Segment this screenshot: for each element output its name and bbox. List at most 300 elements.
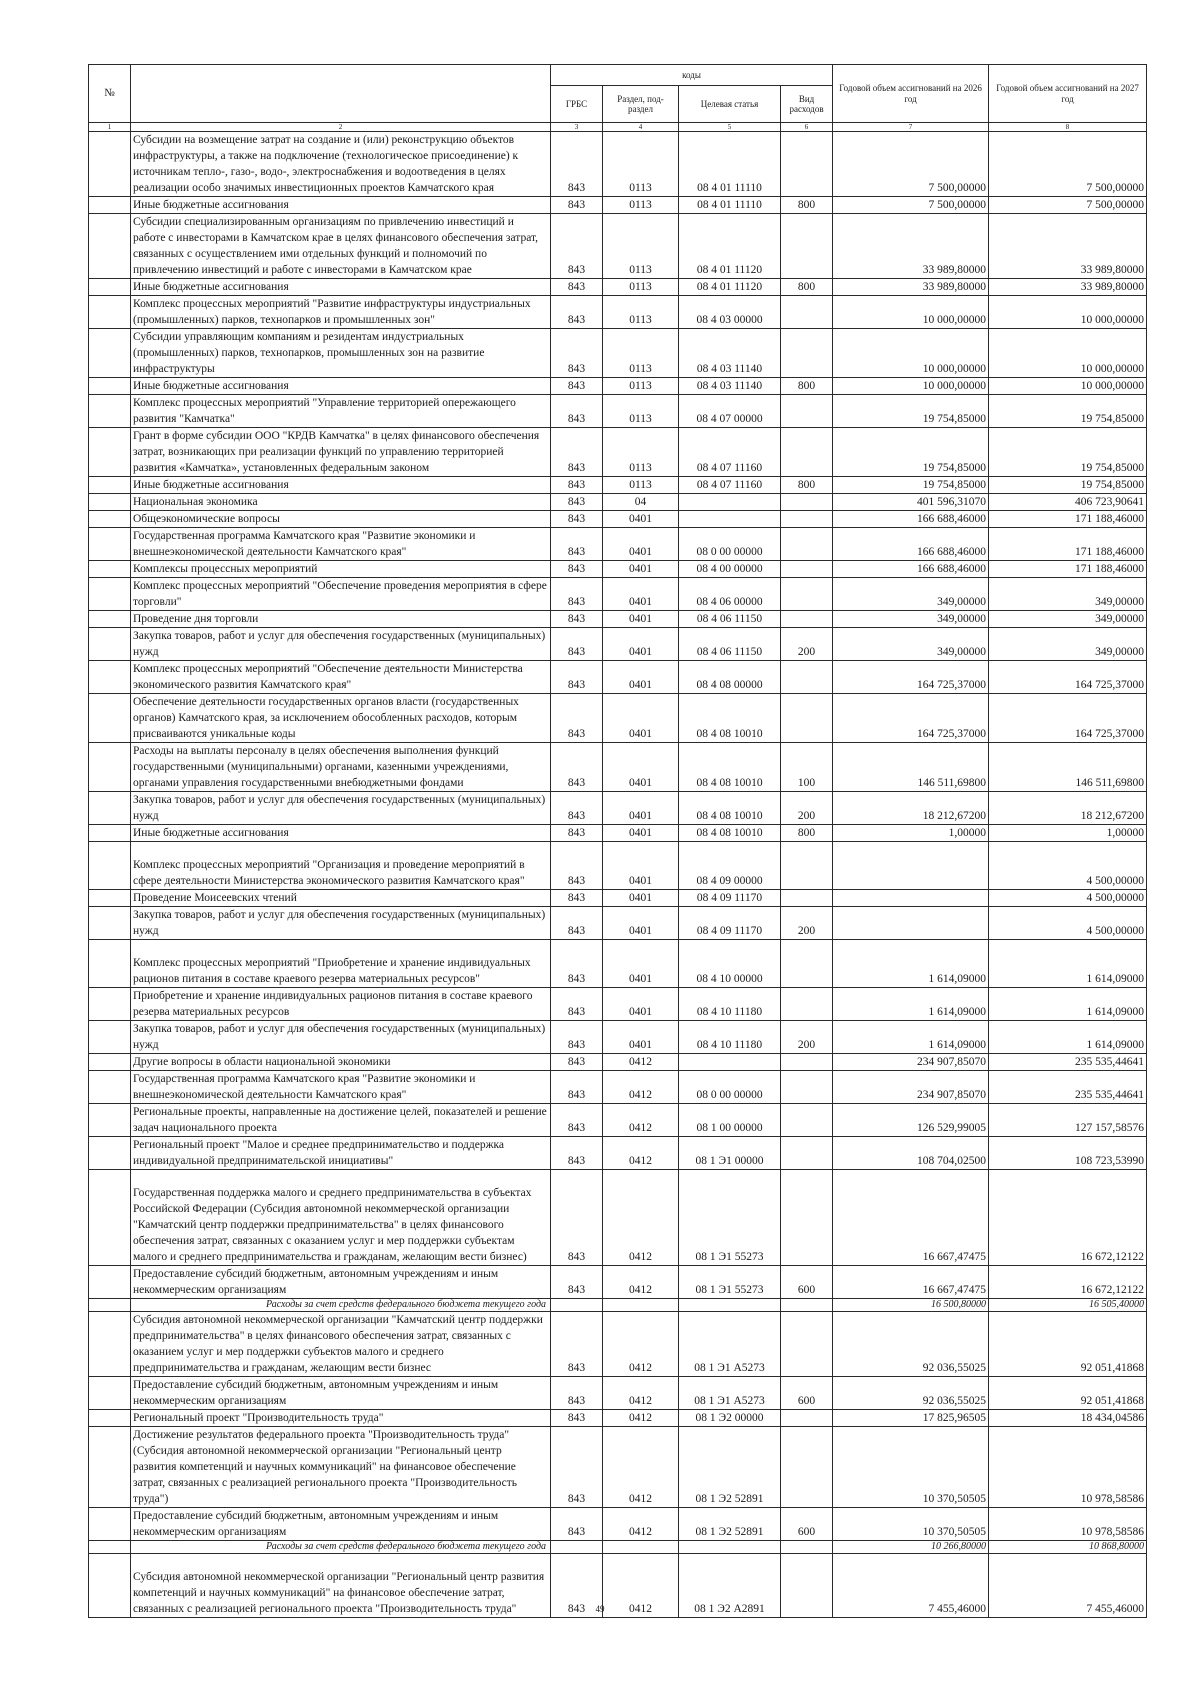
row-target-article: 08 1 Э2 00000 [679,1410,781,1427]
row-amount-2026: 1,00000 [833,825,989,842]
table-row [89,628,1147,661]
table-row [89,890,1147,907]
row-number [89,1071,131,1104]
row-razdel: 0401 [603,661,679,694]
row-amount-2026: 1 614,09000 [833,1021,989,1054]
row-description: Комплекс процессных мероприятий "Приобретение и хранение индивидуальных рационов питания в составе краевого резерва материальных ресурсов" [131,940,551,988]
table-row [89,1137,1147,1170]
row-amount-2027: 349,00000 [989,578,1147,611]
row-number [89,561,131,578]
row-amount-2026: 166 688,46000 [833,561,989,578]
row-target-article: 08 1 Э2 52891 [679,1427,781,1508]
row-expense-type: 800 [781,477,833,494]
row-amount-2026: 7 500,00000 [833,197,989,214]
row-expense-type [781,561,833,578]
row-amount-2027: 19 754,85000 [989,428,1147,477]
row-description: Комплекс процессных мероприятий "Обеспечение деятельности Министерства экономического развития Камчатского края" [131,661,551,694]
header-colnum: 7 [833,123,989,132]
row-razdel [603,1299,679,1312]
row-grbs: 843 [551,395,603,428]
table-row [89,1170,1147,1266]
row-razdel: 0401 [603,792,679,825]
row-amount-2027: 92 051,41868 [989,1377,1147,1410]
row-amount-2027: 235 535,44641 [989,1071,1147,1104]
row-number [89,428,131,477]
table-note-row [89,1541,1147,1554]
row-expense-type [781,395,833,428]
row-description: Достижение результатов федерального проекта "Производительность труда" (Субсидия автономной некоммерческой организации "Региональный центр развития компетенций и научных коммуникаций" на финансовое обеспечение затрат, связанных с реализацией регионального проекта "Производительность труда") [131,1427,551,1508]
row-target-article: 08 1 Э1 55273 [679,1266,781,1299]
row-target-article: 08 1 Э1 А5273 [679,1312,781,1377]
row-amount-2026: 108 704,02500 [833,1137,989,1170]
header-target-article: Целевая статья [679,86,781,123]
row-description: Государственная поддержка малого и среднего предпринимательства в субъектах Российской Федерации (Субсидия автономной некоммерческой организации "Камчатский центр поддержки предпринимательства" в целях финансового обеспечения затрат, связанных с оказанием услуг и мер поддержки субъектам малого и среднего предпринимательства и гражданам, желающим вести бизнес) [131,1170,551,1266]
row-description: Обеспечение деятельности государственных органов власти (государственных органов) Камчатского края, за исключением обособленных расходов, которым присваиваются уникальные коды [131,694,551,743]
row-target-article: 08 4 10 11180 [679,988,781,1021]
row-razdel: 0401 [603,511,679,528]
table-row [89,1021,1147,1054]
table-row [89,279,1147,296]
row-razdel: 0401 [603,694,679,743]
row-expense-type [781,132,833,197]
row-grbs: 843 [551,578,603,611]
row-number [89,611,131,628]
row-expense-type [781,890,833,907]
row-amount-2026: 166 688,46000 [833,511,989,528]
row-razdel: 0113 [603,197,679,214]
row-description: Предоставление субсидий бюджетным, автономным учреждениям и иным некоммерческим организациям [131,1377,551,1410]
row-number [89,528,131,561]
row-expense-type [781,1170,833,1266]
row-amount-2027: 10 000,00000 [989,296,1147,329]
row-target-article: 08 1 Э2 52891 [679,1508,781,1541]
row-target-article [679,494,781,511]
row-number [89,907,131,940]
row-amount-2026: 401 596,31070 [833,494,989,511]
row-amount-2026: 7 500,00000 [833,132,989,197]
row-grbs: 843 [551,1054,603,1071]
row-grbs: 843 [551,1377,603,1410]
row-expense-type [781,528,833,561]
row-amount-2027: 164 725,37000 [989,661,1147,694]
row-number [89,296,131,329]
row-expense-type: 200 [781,907,833,940]
row-target-article: 08 4 09 11170 [679,890,781,907]
row-target-article: 08 0 00 00000 [679,1071,781,1104]
row-expense-type: 200 [781,792,833,825]
row-razdel: 0412 [603,1071,679,1104]
row-target-article [679,511,781,528]
row-amount-2027: 92 051,41868 [989,1312,1147,1377]
row-description: Государственная программа Камчатского края "Развитие экономики и внешнеэкономической деятельности Камчатского края" [131,1071,551,1104]
row-amount-2026: 33 989,80000 [833,214,989,279]
table-row [89,197,1147,214]
header-grbs: ГРБС [551,86,603,123]
table-row [89,561,1147,578]
row-number [89,1021,131,1054]
row-description: Государственная программа Камчатского края "Развитие экономики и внешнеэкономической деятельности Камчатского края" [131,528,551,561]
row-description: Расходы на выплаты персоналу в целях обеспечения выполнения функций государственными (муниципальными) органами, казенными учреждениями, органами управления государственными внебюджетными фондами [131,743,551,792]
row-description: Другие вопросы в области национальной экономики [131,1054,551,1071]
table-row [89,494,1147,511]
row-razdel: 0401 [603,825,679,842]
row-number [89,1508,131,1541]
row-description: Иные бюджетные ассигнования [131,378,551,395]
row-grbs: 843 [551,511,603,528]
row-target-article: 08 4 08 10010 [679,743,781,792]
row-razdel: 0401 [603,1021,679,1054]
row-expense-type [781,694,833,743]
row-target-article: 08 4 06 00000 [679,578,781,611]
row-description: Проведение дня торговли [131,611,551,628]
row-target-article: 08 4 07 11160 [679,477,781,494]
row-target-article: 08 4 09 00000 [679,842,781,890]
row-description: Комплекс процессных мероприятий "Обеспечение проведения мероприятия в сфере торговли" [131,578,551,611]
row-description: Закупка товаров, работ и услуг для обеспечения государственных (муниципальных) нужд [131,907,551,940]
row-razdel: 0401 [603,578,679,611]
row-number [89,1410,131,1427]
header-colnum: 8 [989,123,1147,132]
row-description: Иные бюджетные ассигнования [131,825,551,842]
row-amount-2026: 92 036,55025 [833,1377,989,1410]
row-amount-2026 [833,907,989,940]
row-expense-type [781,296,833,329]
row-expense-type: 200 [781,628,833,661]
row-razdel [603,1541,679,1554]
row-amount-2027: 406 723,90641 [989,494,1147,511]
row-amount-2027: 349,00000 [989,611,1147,628]
row-expense-type [781,1104,833,1137]
table-row [89,511,1147,528]
row-razdel: 0412 [603,1508,679,1541]
row-number [89,1312,131,1377]
row-description: Комплекс процессных мероприятий "Развитие инфраструктуры индустриальных (промышленных) парков, технопарков и промышленных зон" [131,296,551,329]
row-description: Комплексы процессных мероприятий [131,561,551,578]
row-number [89,329,131,378]
row-number [89,694,131,743]
row-target-article: 08 4 03 11140 [679,378,781,395]
row-grbs: 843 [551,628,603,661]
row-description: Предоставление субсидий бюджетным, автономным учреждениям и иным некоммерческим организациям [131,1266,551,1299]
row-expense-type [781,578,833,611]
row-expense-type: 200 [781,1021,833,1054]
row-amount-2026: 19 754,85000 [833,477,989,494]
table-row [89,1266,1147,1299]
row-amount-2027: 4 500,00000 [989,890,1147,907]
row-razdel: 0401 [603,890,679,907]
row-amount-2027: 7 455,46000 [989,1554,1147,1618]
row-amount-2026: 349,00000 [833,628,989,661]
row-target-article: 08 4 08 10010 [679,792,781,825]
row-amount-2027: 16 505,40000 [989,1299,1147,1312]
row-number [89,1104,131,1137]
row-grbs: 843 [551,561,603,578]
row-number [89,1054,131,1071]
row-amount-2026: 146 511,69800 [833,743,989,792]
header-expense-type: Вид расходов [781,86,833,123]
row-amount-2026: 126 529,99005 [833,1104,989,1137]
row-grbs: 843 [551,279,603,296]
row-amount-2026: 7 455,46000 [833,1554,989,1618]
row-amount-2027: 127 157,58576 [989,1104,1147,1137]
table-row [89,578,1147,611]
row-amount-2026: 1 614,09000 [833,988,989,1021]
row-expense-type [781,988,833,1021]
table-header [89,65,1147,132]
row-grbs: 843 [551,1508,603,1541]
row-amount-2026: 164 725,37000 [833,694,989,743]
row-expense-type [781,1312,833,1377]
row-description: Субсидии управляющим компаниям и резидентам индустриальных (промышленных) парков, технопарков, промышленных зон на развитие инфраструктуры [131,329,551,378]
row-expense-type: 600 [781,1266,833,1299]
table-row [89,378,1147,395]
row-expense-type [781,1137,833,1170]
header-volume-2026: Годовой объем ассигнований на 2026 год [833,65,989,123]
row-grbs: 843 [551,1312,603,1377]
row-razdel: 0401 [603,743,679,792]
row-description: Закупка товаров, работ и услуг для обеспечения государственных (муниципальных) нужд [131,1021,551,1054]
row-number [89,1299,131,1312]
row-description: Иные бюджетные ассигнования [131,197,551,214]
row-number [89,1170,131,1266]
row-amount-2026: 16 667,47475 [833,1266,989,1299]
row-razdel: 0412 [603,1410,679,1427]
row-number [89,279,131,296]
header-colnum: 5 [679,123,781,132]
row-number [89,1541,131,1554]
row-amount-2026: 349,00000 [833,578,989,611]
row-razdel: 0113 [603,395,679,428]
row-target-article: 08 1 Э1 00000 [679,1137,781,1170]
row-expense-type [781,661,833,694]
table-row [89,743,1147,792]
row-description: Иные бюджетные ассигнования [131,279,551,296]
row-grbs: 843 [551,1266,603,1299]
row-amount-2027: 171 188,46000 [989,511,1147,528]
row-number [89,511,131,528]
row-expense-type [781,611,833,628]
row-target-article: 08 0 00 00000 [679,528,781,561]
row-amount-2027: 10 000,00000 [989,378,1147,395]
row-target-article: 08 1 Э2 А2891 [679,1554,781,1618]
row-razdel: 0412 [603,1266,679,1299]
row-amount-2027: 1 614,09000 [989,1021,1147,1054]
table-row [89,296,1147,329]
row-amount-2027: 171 188,46000 [989,561,1147,578]
row-expense-type [781,1427,833,1508]
row-grbs: 843 [551,890,603,907]
row-number [89,395,131,428]
row-target-article: 08 4 01 11110 [679,132,781,197]
row-description: Грант в форме субсидии ООО "КРДВ Камчатка" в целях финансового обеспечения затрат, возникающих при реализации функций по управлению территорией развития «Камчатка», установленных федеральным законом [131,428,551,477]
row-razdel: 0113 [603,329,679,378]
row-amount-2026: 234 907,85070 [833,1071,989,1104]
row-amount-2027: 4 500,00000 [989,907,1147,940]
row-grbs: 843 [551,1410,603,1427]
row-number [89,1266,131,1299]
row-description: Расходы за счет средств федерального бюджета текущего года [131,1299,551,1312]
row-description: Проведение Моисеевских чтений [131,890,551,907]
table-row [89,661,1147,694]
row-razdel: 0401 [603,842,679,890]
budget-table [88,64,1147,1618]
row-expense-type: 100 [781,743,833,792]
row-amount-2026: 10 000,00000 [833,378,989,395]
row-grbs: 843 [551,528,603,561]
row-grbs: 843 [551,1170,603,1266]
row-grbs [551,1299,603,1312]
row-amount-2026: 234 907,85070 [833,1054,989,1071]
row-razdel: 0412 [603,1137,679,1170]
header-number-sign: № [89,65,131,123]
row-amount-2027: 7 500,00000 [989,132,1147,197]
row-razdel: 0401 [603,988,679,1021]
row-grbs: 843 [551,1554,603,1618]
header-colnum: 1 [89,123,131,132]
row-number [89,743,131,792]
table-row [89,1427,1147,1508]
row-number [89,661,131,694]
row-amount-2027: 33 989,80000 [989,214,1147,279]
row-expense-type [781,511,833,528]
row-expense-type: 800 [781,279,833,296]
row-amount-2026: 16 500,80000 [833,1299,989,1312]
row-grbs: 843 [551,1427,603,1508]
table-row [89,214,1147,279]
row-expense-type: 600 [781,1508,833,1541]
row-expense-type [781,494,833,511]
row-target-article: 08 4 08 00000 [679,661,781,694]
row-expense-type [781,214,833,279]
row-amount-2026: 17 825,96505 [833,1410,989,1427]
row-razdel: 0113 [603,132,679,197]
row-expense-type [781,1410,833,1427]
table-row [89,428,1147,477]
row-description: Национальная экономика [131,494,551,511]
row-razdel: 0412 [603,1427,679,1508]
row-amount-2027: 1 614,09000 [989,988,1147,1021]
row-number [89,628,131,661]
row-amount-2027: 18 212,67200 [989,792,1147,825]
table-row [89,1054,1147,1071]
row-amount-2027: 10 868,80000 [989,1541,1147,1554]
row-description: Общеэкономические вопросы [131,511,551,528]
header-volume-2027: Годовой объем ассигнований на 2027 год [989,65,1147,123]
row-description: Региональный проект "Малое и среднее предпринимательство и поддержка индивидуальной предпринимательской инициативы" [131,1137,551,1170]
row-grbs [551,1541,603,1554]
row-expense-type [781,329,833,378]
page-number: 49 [595,1604,605,1614]
row-amount-2026: 19 754,85000 [833,395,989,428]
row-number [89,378,131,395]
row-target-article: 08 4 01 11120 [679,214,781,279]
row-description: Субсидии на возмещение затрат на создание и (или) реконструкцию объектов инфраструктуры, а также на подключение (технологическое присоединение) к источникам тепло-, газо-, водо-, электроснабжения и водоотведения в целях реализации особо значимых инвестиционных проектов Камчатского края [131,132,551,197]
row-amount-2027: 349,00000 [989,628,1147,661]
row-target-article: 08 1 Э1 А5273 [679,1377,781,1410]
row-razdel: 0412 [603,1170,679,1266]
row-amount-2026: 92 036,55025 [833,1312,989,1377]
row-expense-type [781,940,833,988]
header-description [131,65,551,123]
header-codes: коды [551,65,833,86]
table-body [89,132,1147,1618]
row-amount-2026: 10 000,00000 [833,296,989,329]
row-target-article: 08 1 00 00000 [679,1104,781,1137]
row-number [89,842,131,890]
row-razdel: 0412 [603,1312,679,1377]
row-amount-2027: 10 000,00000 [989,329,1147,378]
row-amount-2027: 146 511,69800 [989,743,1147,792]
row-amount-2027: 108 723,53990 [989,1137,1147,1170]
row-expense-type: 600 [781,1377,833,1410]
row-target-article: 08 4 01 11110 [679,197,781,214]
row-number [89,578,131,611]
row-grbs: 843 [551,611,603,628]
row-grbs: 843 [551,428,603,477]
row-razdel: 0113 [603,279,679,296]
row-description: Комплекс процессных мероприятий "Управление территорией опережающего развития "Камчатка" [131,395,551,428]
table-row [89,907,1147,940]
row-target-article [679,1299,781,1312]
row-expense-type [781,1054,833,1071]
row-grbs: 843 [551,842,603,890]
table-row [89,477,1147,494]
row-amount-2027: 18 434,04586 [989,1410,1147,1427]
row-expense-type [781,1541,833,1554]
row-description: Расходы за счет средств федерального бюджета текущего года [131,1541,551,1554]
row-amount-2026: 349,00000 [833,611,989,628]
row-amount-2027: 4 500,00000 [989,842,1147,890]
row-description: Комплекс процессных мероприятий "Организация и проведение мероприятий в сфере деятельности Министерства экономического развития Камчатского края" [131,842,551,890]
row-amount-2026: 164 725,37000 [833,661,989,694]
row-grbs: 843 [551,378,603,395]
row-razdel: 0401 [603,628,679,661]
row-number [89,940,131,988]
row-amount-2027: 1,00000 [989,825,1147,842]
row-target-article: 08 4 00 00000 [679,561,781,578]
row-description: Региональные проекты, направленные на достижение целей, показателей и решение задач национального проекта [131,1104,551,1137]
row-target-article: 08 4 06 11150 [679,628,781,661]
row-description: Закупка товаров, работ и услуг для обеспечения государственных (муниципальных) нужд [131,792,551,825]
table-row [89,1071,1147,1104]
row-number [89,825,131,842]
row-razdel: 0412 [603,1104,679,1137]
row-target-article: 08 1 Э1 55273 [679,1170,781,1266]
row-number [89,197,131,214]
row-grbs: 843 [551,132,603,197]
row-number [89,1137,131,1170]
row-razdel: 0412 [603,1377,679,1410]
row-description: Субсидии специализированным организациям по привлечению инвестиций и работе с инвесторами в Камчатском крае в целях финансового обеспечения затрат, связанных с осуществлением ими отдельных функций и полномочий по привлечению инвестиций и работе с инвесторами в Камчатском крае [131,214,551,279]
row-amount-2026: 16 667,47475 [833,1170,989,1266]
row-grbs: 843 [551,477,603,494]
row-expense-type [781,842,833,890]
row-target-article: 08 4 08 10010 [679,694,781,743]
table-row [89,988,1147,1021]
row-number [89,494,131,511]
row-amount-2026: 10 266,80000 [833,1541,989,1554]
row-amount-2026: 19 754,85000 [833,428,989,477]
row-amount-2026: 166 688,46000 [833,528,989,561]
row-amount-2027: 1 614,09000 [989,940,1147,988]
row-grbs: 843 [551,792,603,825]
table-row [89,611,1147,628]
row-amount-2027: 16 672,12122 [989,1170,1147,1266]
table-row [89,528,1147,561]
row-grbs: 843 [551,214,603,279]
row-amount-2027: 164 725,37000 [989,694,1147,743]
row-amount-2026: 18 212,67200 [833,792,989,825]
